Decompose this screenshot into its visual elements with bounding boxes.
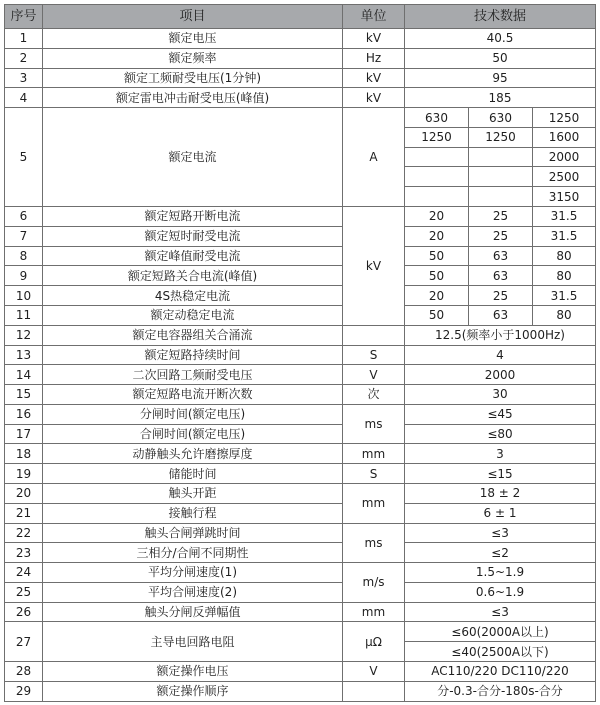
- current-cell: 630: [405, 108, 469, 128]
- row-value: 3: [405, 444, 596, 464]
- row-no: 20: [5, 483, 43, 503]
- row-unit: S: [343, 345, 405, 365]
- row-no: 3: [5, 68, 43, 88]
- table-row: [5, 404, 596, 424]
- row-value: 63: [469, 305, 533, 325]
- row-item: 额定雷电冲击耐受电压(峰值): [43, 88, 343, 108]
- row-value: 185: [405, 88, 596, 108]
- row-unit: mm: [343, 483, 405, 523]
- spec-table: [4, 4, 596, 702]
- current-cell: 3150: [533, 187, 596, 207]
- table-row: [5, 582, 596, 602]
- row-value: 30: [405, 385, 596, 405]
- row-unit: mm: [343, 602, 405, 622]
- table-row: [5, 325, 596, 345]
- table-row: [5, 305, 596, 325]
- row-unit: kV: [343, 88, 405, 108]
- row-value: 2000: [405, 365, 596, 385]
- row-value: 25: [469, 286, 533, 306]
- row-no: 14: [5, 365, 43, 385]
- table-row: [5, 246, 596, 266]
- row-value: 63: [469, 266, 533, 286]
- table-row: [5, 108, 596, 128]
- row-unit: V: [343, 662, 405, 682]
- row-no: 8: [5, 246, 43, 266]
- table-row: [5, 563, 596, 583]
- current-cell: 630: [469, 108, 533, 128]
- current-cell: 2000: [533, 147, 596, 167]
- table-row: [5, 444, 596, 464]
- row-no: 4: [5, 88, 43, 108]
- row-no: 1: [5, 29, 43, 49]
- row-no: 2: [5, 48, 43, 68]
- row-no: 28: [5, 662, 43, 682]
- row-value: 31.5: [533, 286, 596, 306]
- row-item: 额定短时耐受电流: [43, 226, 343, 246]
- table-row: [5, 29, 596, 49]
- row-item: 额定电流: [43, 108, 343, 207]
- row-no: 15: [5, 385, 43, 405]
- row-value: 31.5: [533, 226, 596, 246]
- row-item: 额定电容器组关合涌流: [43, 325, 343, 345]
- table-row: [5, 68, 596, 88]
- row-unit: m/s: [343, 563, 405, 603]
- table-row: [5, 226, 596, 246]
- row-unit: V: [343, 365, 405, 385]
- current-cell: [405, 167, 469, 187]
- row-no: 6: [5, 207, 43, 227]
- row-no: 7: [5, 226, 43, 246]
- row-value: 20: [405, 207, 469, 227]
- row-value: ≤60(2000A以上): [405, 622, 596, 642]
- current-cell: [469, 187, 533, 207]
- row-unit: kV: [343, 68, 405, 88]
- header-row: [5, 5, 596, 29]
- row-no: 17: [5, 424, 43, 444]
- row-item: 额定工频耐受电压(1分钟): [43, 68, 343, 88]
- row-no: 25: [5, 582, 43, 602]
- row-no: 5: [5, 108, 43, 207]
- row-no: 24: [5, 563, 43, 583]
- row-value: 80: [533, 305, 596, 325]
- row-no: 12: [5, 325, 43, 345]
- table-row: [5, 385, 596, 405]
- table-row: [5, 543, 596, 563]
- row-value: 分-0.3-合分-180s-合分: [405, 681, 596, 701]
- row-value: 50: [405, 48, 596, 68]
- row-no: 21: [5, 503, 43, 523]
- row-value: 50: [405, 266, 469, 286]
- table-row: [5, 345, 596, 365]
- row-unit: [343, 681, 405, 701]
- row-item: 4S热稳定电流: [43, 286, 343, 306]
- row-item: 三相分/合闸不同期性: [43, 543, 343, 563]
- row-value: 50: [405, 305, 469, 325]
- table-row: [5, 523, 596, 543]
- row-item: 主导电回路电阻: [43, 622, 343, 662]
- row-item: 合闸时间(额定电压): [43, 424, 343, 444]
- row-unit: 次: [343, 385, 405, 405]
- row-unit: mm: [343, 444, 405, 464]
- row-item: 额定频率: [43, 48, 343, 68]
- row-item: 额定短路持续时间: [43, 345, 343, 365]
- table-row: [5, 424, 596, 444]
- current-cell: 1250: [533, 108, 596, 128]
- row-unit: ms: [343, 523, 405, 563]
- header-item: 项目: [43, 5, 343, 29]
- row-value: 20: [405, 286, 469, 306]
- table-row: [5, 503, 596, 523]
- header-unit: 单位: [343, 5, 405, 29]
- row-no: 13: [5, 345, 43, 365]
- row-value: 50: [405, 246, 469, 266]
- row-value: ≤3: [405, 602, 596, 622]
- row-value: 0.6~1.9: [405, 582, 596, 602]
- row-item: 平均合闸速度(2): [43, 582, 343, 602]
- row-value: ≤2: [405, 543, 596, 563]
- row-value: 40.5: [405, 29, 596, 49]
- row-unit: Hz: [343, 48, 405, 68]
- row-unit: A: [343, 108, 405, 207]
- row-value: 1.5~1.9: [405, 563, 596, 583]
- current-cell: 2500: [533, 167, 596, 187]
- row-value: 12.5(频率小于1000Hz): [405, 325, 596, 345]
- row-item: 额定电压: [43, 29, 343, 49]
- row-value: 25: [469, 226, 533, 246]
- row-item: 额定操作电压: [43, 662, 343, 682]
- table-row: [5, 681, 596, 701]
- row-item: 二次回路工频耐受电压: [43, 365, 343, 385]
- row-value: 63: [469, 246, 533, 266]
- current-cell: 1250: [469, 127, 533, 147]
- row-no: 26: [5, 602, 43, 622]
- row-item: 动静触头允许磨擦厚度: [43, 444, 343, 464]
- table-row: [5, 88, 596, 108]
- row-item: 触头合闸弹跳时间: [43, 523, 343, 543]
- row-value: 80: [533, 246, 596, 266]
- row-unit: ms: [343, 404, 405, 444]
- row-value: ≤15: [405, 464, 596, 484]
- row-no: 27: [5, 622, 43, 662]
- row-value: 80: [533, 266, 596, 286]
- row-no: 29: [5, 681, 43, 701]
- row-value: ≤40(2500A以下): [405, 642, 596, 662]
- row-item: 接触行程: [43, 503, 343, 523]
- current-cell: 1250: [405, 127, 469, 147]
- row-item: 触头分闸反弹幅值: [43, 602, 343, 622]
- row-no: 11: [5, 305, 43, 325]
- row-value: 4: [405, 345, 596, 365]
- table-row: [5, 602, 596, 622]
- row-item: 额定操作顺序: [43, 681, 343, 701]
- table-row: [5, 365, 596, 385]
- row-item: 额定短路开断电流: [43, 207, 343, 227]
- header-no: 序号: [5, 5, 43, 29]
- row-value: 95: [405, 68, 596, 88]
- row-value: ≤45: [405, 404, 596, 424]
- row-item: 触头开距: [43, 483, 343, 503]
- row-value: ≤3: [405, 523, 596, 543]
- current-cell: 1600: [533, 127, 596, 147]
- current-cell: [469, 167, 533, 187]
- row-item: 额定峰值耐受电流: [43, 246, 343, 266]
- row-no: 18: [5, 444, 43, 464]
- row-item: 额定动稳定电流: [43, 305, 343, 325]
- current-cell: [405, 147, 469, 167]
- row-no: 23: [5, 543, 43, 563]
- table-row: [5, 266, 596, 286]
- row-item: 平均分闸速度(1): [43, 563, 343, 583]
- row-item: 分闸时间(额定电压): [43, 404, 343, 424]
- table-row: [5, 464, 596, 484]
- table-row: [5, 207, 596, 227]
- current-cell: [405, 187, 469, 207]
- table-row: [5, 483, 596, 503]
- row-item: 储能时间: [43, 464, 343, 484]
- row-no: 22: [5, 523, 43, 543]
- row-no: 10: [5, 286, 43, 306]
- row-value: AC110/220 DC110/220: [405, 662, 596, 682]
- row-unit: kV: [343, 29, 405, 49]
- row-value: 18 ± 2: [405, 483, 596, 503]
- row-value: 20: [405, 226, 469, 246]
- row-value: 6 ± 1: [405, 503, 596, 523]
- header-data: 技术数据: [405, 5, 596, 29]
- row-item: 额定短路关合电流(峰值): [43, 266, 343, 286]
- table-row: [5, 662, 596, 682]
- table-row: [5, 622, 596, 642]
- table-row: [5, 286, 596, 306]
- row-no: 9: [5, 266, 43, 286]
- row-item: 额定短路电流开断次数: [43, 385, 343, 405]
- row-value: 31.5: [533, 207, 596, 227]
- row-no: 19: [5, 464, 43, 484]
- current-cell: [469, 147, 533, 167]
- row-value: 25: [469, 207, 533, 227]
- row-no: 16: [5, 404, 43, 424]
- row-value: ≤80: [405, 424, 596, 444]
- row-unit: [343, 325, 405, 345]
- row-unit: μΩ: [343, 622, 405, 662]
- row-unit: S: [343, 464, 405, 484]
- row-unit: kV: [343, 207, 405, 326]
- table-row: [5, 48, 596, 68]
